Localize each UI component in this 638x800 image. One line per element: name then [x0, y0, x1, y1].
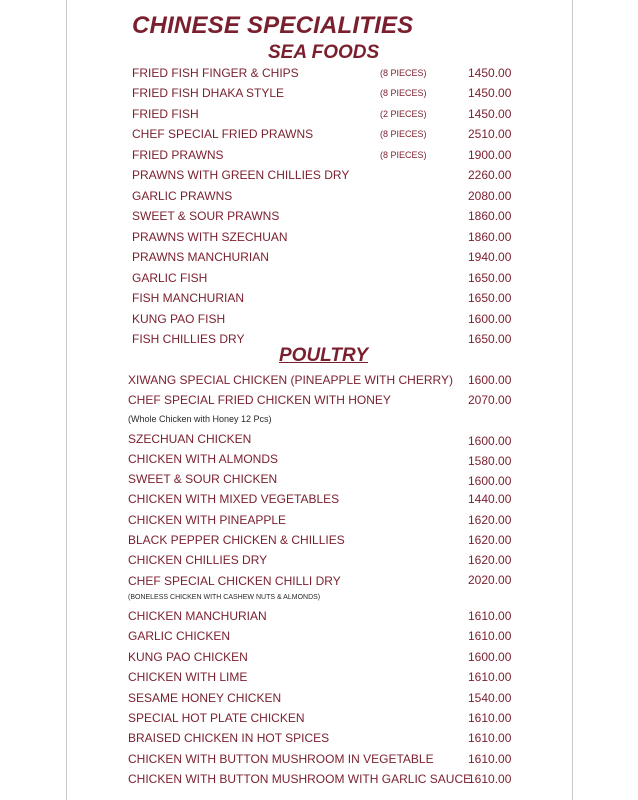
item-name: SZECHUAN CHICKEN — [128, 432, 252, 446]
menu-item — [0, 126, 638, 146]
item-price: 1600.00 — [468, 650, 512, 664]
item-price: 1610.00 — [468, 609, 512, 623]
menu-item — [0, 229, 638, 249]
item-price: 1450.00 — [468, 86, 512, 100]
item-quantity: (8 PIECES) — [380, 129, 427, 139]
item-name: FRIED FISH — [132, 107, 199, 121]
item-price: 1620.00 — [468, 553, 512, 567]
menu-item — [0, 710, 638, 730]
item-quantity: (8 PIECES) — [380, 68, 427, 78]
menu-item — [0, 208, 638, 228]
item-price: 1610.00 — [468, 711, 512, 725]
item-name: CHEF SPECIAL FRIED CHICKEN WITH HONEY — [128, 393, 391, 407]
item-price: 2070.00 — [468, 393, 512, 407]
menu-item — [0, 311, 638, 331]
item-price: 1610.00 — [468, 670, 512, 684]
item-price: 1650.00 — [468, 332, 512, 346]
item-quantity: (8 PIECES) — [380, 88, 427, 98]
item-name: SWEET & SOUR CHICKEN — [128, 472, 278, 486]
item-name: CHICKEN WITH MIXED VEGETABLES — [128, 492, 340, 506]
menu-item — [0, 771, 638, 791]
menu-item — [0, 491, 638, 511]
item-price: 1450.00 — [468, 66, 512, 80]
item-name: CHEF SPECIAL FRIED PRAWNS — [132, 127, 314, 141]
item-price: 1620.00 — [468, 533, 512, 547]
item-name: SPECIAL HOT PLATE CHICKEN — [128, 711, 305, 725]
item-name: KUNG PAO CHICKEN — [128, 650, 248, 664]
menu-item — [0, 730, 638, 750]
item-quantity: (2 PIECES) — [380, 109, 427, 119]
item-name: SWEET & SOUR PRAWNS — [132, 209, 280, 223]
item-price: 2260.00 — [468, 168, 512, 182]
item-name: KUNG PAO FISH — [132, 312, 226, 326]
menu-item — [0, 188, 638, 208]
item-price: 1610.00 — [468, 731, 512, 745]
section-heading-poultry: POULTRY — [279, 345, 369, 366]
item-price: 1650.00 — [468, 291, 512, 305]
item-name: GARLIC FISH — [132, 271, 208, 285]
item-name: BLACK PEPPER CHICKEN & CHILLIES — [128, 533, 345, 547]
item-name: CHICKEN WITH BUTTON MUSHROOM IN VEGETABLE — [128, 752, 434, 766]
item-price: 1580.00 — [468, 454, 512, 468]
menu-item — [0, 532, 638, 552]
item-name: XIWANG SPECIAL CHICKEN (PINEAPPLE WITH CHERRY) — [128, 373, 453, 387]
item-price: 1610.00 — [468, 772, 512, 786]
menu-title: CHINESE SPECIALITIES — [132, 12, 414, 39]
item-price: 1610.00 — [468, 629, 512, 643]
menu-item — [0, 147, 638, 167]
menu-item — [0, 573, 638, 593]
menu-item — [0, 65, 638, 85]
item-name: CHICKEN WITH LIME — [128, 670, 248, 684]
item-name: FISH MANCHURIAN — [132, 291, 245, 305]
menu-item — [0, 512, 638, 532]
item-note: (BONELESS CHICKEN WITH CASHEW NUTS & ALMONDS) — [128, 594, 321, 601]
menu-item — [0, 372, 638, 392]
item-price: 1650.00 — [468, 271, 512, 285]
item-price: 1600.00 — [468, 474, 512, 488]
item-price: 1940.00 — [468, 250, 512, 264]
item-price: 2080.00 — [468, 189, 512, 203]
item-name: PRAWNS WITH GREEN CHILLIES DRY — [132, 168, 350, 182]
menu-item — [0, 628, 638, 648]
section-heading-sea-foods: SEA FOODS — [268, 42, 380, 63]
menu-item — [0, 106, 638, 126]
menu-item — [0, 552, 638, 572]
menu-item — [0, 290, 638, 310]
menu-item — [0, 331, 638, 351]
item-name: PRAWNS WITH SZECHUAN — [132, 230, 288, 244]
item-quantity: (8 PIECES) — [380, 150, 427, 160]
item-price: 1620.00 — [468, 513, 512, 527]
menu-item — [0, 85, 638, 105]
item-name: CHICKEN CHILLIES DRY — [128, 553, 268, 567]
menu-item — [0, 270, 638, 290]
item-name: CHICKEN WITH PINEAPPLE — [128, 513, 287, 527]
item-price: 1440.00 — [468, 492, 512, 506]
item-name: PRAWNS MANCHURIAN — [132, 250, 269, 264]
item-name: SESAME HONEY CHICKEN — [128, 691, 282, 705]
menu-item — [0, 649, 638, 669]
menu-item — [0, 471, 638, 491]
item-note: (Whole Chicken with Honey 12 Pcs) — [128, 414, 272, 424]
menu-item — [0, 608, 638, 628]
item-name: FRIED PRAWNS — [132, 148, 224, 162]
item-price: 1610.00 — [468, 752, 512, 766]
menu-item — [0, 431, 638, 451]
item-name: FISH CHILLIES DRY — [132, 332, 245, 346]
menu-item — [0, 669, 638, 689]
menu-item — [0, 690, 638, 710]
item-price: 1600.00 — [468, 434, 512, 448]
item-name: CHEF SPECIAL CHICKEN CHILLI DRY — [128, 574, 341, 588]
menu-item — [0, 249, 638, 269]
item-price: 1860.00 — [468, 209, 512, 223]
item-price: 1600.00 — [468, 312, 512, 326]
item-price: 1450.00 — [468, 107, 512, 121]
item-name: CHICKEN WITH BUTTON MUSHROOM WITH GARLIC SAUCE — [128, 772, 472, 786]
item-price: 1540.00 — [468, 691, 512, 705]
menu-item — [0, 167, 638, 187]
item-name: BRAISED CHICKEN IN HOT SPICES — [128, 731, 330, 745]
item-price: 1860.00 — [468, 230, 512, 244]
item-name: CHICKEN MANCHURIAN — [128, 609, 267, 623]
menu-item — [0, 451, 638, 471]
menu-item — [0, 751, 638, 771]
menu-item — [0, 392, 638, 412]
item-name: FRIED FISH DHAKA STYLE — [132, 86, 285, 100]
item-name: CHICKEN WITH ALMONDS — [128, 452, 279, 466]
item-price: 2020.00 — [468, 573, 512, 587]
item-price: 1900.00 — [468, 148, 512, 162]
item-price: 1600.00 — [468, 373, 512, 387]
item-name: GARLIC CHICKEN — [128, 629, 231, 643]
item-price: 2510.00 — [468, 127, 512, 141]
item-name: FRIED FISH FINGER & CHIPS — [132, 66, 299, 80]
item-name: GARLIC PRAWNS — [132, 189, 233, 203]
